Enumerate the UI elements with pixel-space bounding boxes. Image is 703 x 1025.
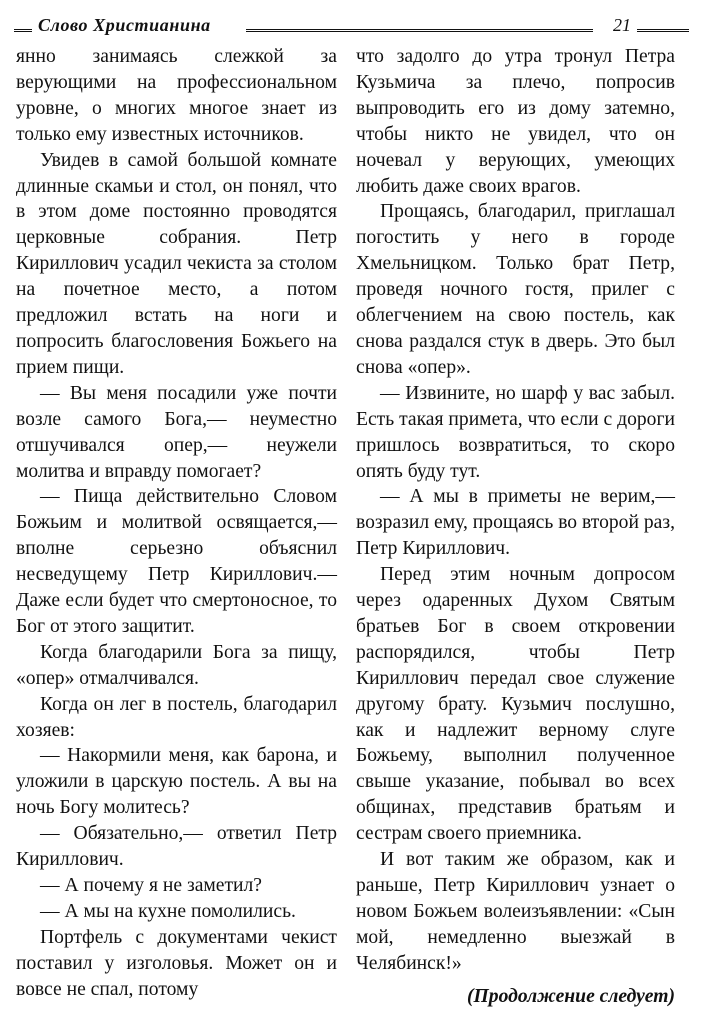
paragraph: Увидев в самой большой комнате длинные скамьи и стол, он понял, что в этом доме постоянно проводятся церковные собрания. Петр Кириллович усадил чекиста за столом на почетное место, а потом предложил встать на ноги и попросить благословения Божьего на прием пищи.: [16, 149, 337, 378]
page-number: 21: [613, 15, 631, 35]
publication-title: Слово Христианина: [38, 15, 211, 35]
continued-note: (Продолжение следует): [467, 986, 675, 1007]
paragraph: янно занимаясь слежкой за верующими на профессиональном уровне, о многих многое знает из только ему известных источников.: [16, 46, 337, 145]
paragraph: Портфель с документами чекист поставил у изголовья. Может он и вовсе не спал, потому: [16, 926, 337, 1000]
paragraph: — А почему я не заметил?: [40, 875, 263, 896]
paragraph: — Обязательно,— ответил Петр Кириллович.: [16, 823, 337, 871]
paragraph: — Извините, но шарф у вас забыл. Есть такая примета, что если с дороги пришлось возвратиться, то скоро опять буду тут.: [356, 382, 675, 482]
paragraph: Перед этим ночным допросом через одаренных Духом Святым братьев Бог в своем откровении распорядился, чтобы Петр Кириллович передал свое служение другому брату. Кузьмич послушно, как и надлежит верному слуге Божьему, выполнил полученное свыше указание, побывал во всех общинах, представив братьям и сестрам своего приемника.: [356, 564, 675, 845]
paragraph: Когда благодарили Бога за пищу, «опер» отмалчивался.: [16, 641, 337, 689]
paragraph: — Накормили меня, как барона, и уложили в царскую постель. А вы на ночь Богу молитесь?: [16, 745, 337, 819]
paragraph: — А мы в приметы не верим,— возразил ему, прощаясь во второй раз, Петр Кириллович.: [356, 486, 675, 560]
header-rule-right: [637, 29, 689, 32]
paragraph: — Вы меня посадили уже почти возле самого Бога,— неуместно отшучивался опер,— неужели молитва и вправду помогает?: [16, 382, 337, 482]
header-rule-left: [14, 29, 32, 32]
running-header: [14, 10, 689, 40]
left-column: [16, 44, 337, 1003]
paragraph: Прощаясь, благодарил, приглашал погостить у него в городе Хмельницком. Только брат Петр, проведя ночного гостя, прилег с облегчением на свою постель, как снова раздался стук в дверь. Это был снова «опер».: [356, 201, 675, 378]
paragraph: что задолго до утра тронул Петра Кузьмича за плечо, попросив выпроводить его из дому затемно, чтобы никто не увидел, что он ночевал у верующих, умеющих любить даже своих врагов.: [356, 46, 675, 197]
right-column: [356, 44, 675, 977]
paragraph: Когда он лег в постель, благодарил хозяев:: [16, 693, 337, 741]
paragraph: — А мы на кухне помолились.: [40, 900, 296, 922]
paragraph: И вот таким же образом, как и раньше, Петр Кириллович узнает о новом Божьем волеизъявлении: «Сын мой, немедленно выезжай в Челябинск!»: [356, 849, 675, 974]
header-rule-middle: [246, 29, 593, 32]
paragraph: — Пища действительно Словом Божьим и молитвой освящается,— вполне серьезно объяснил несведущему Петр Кириллович.— Даже если будет что смертоносное, то Бог от этого защитит.: [16, 486, 337, 637]
